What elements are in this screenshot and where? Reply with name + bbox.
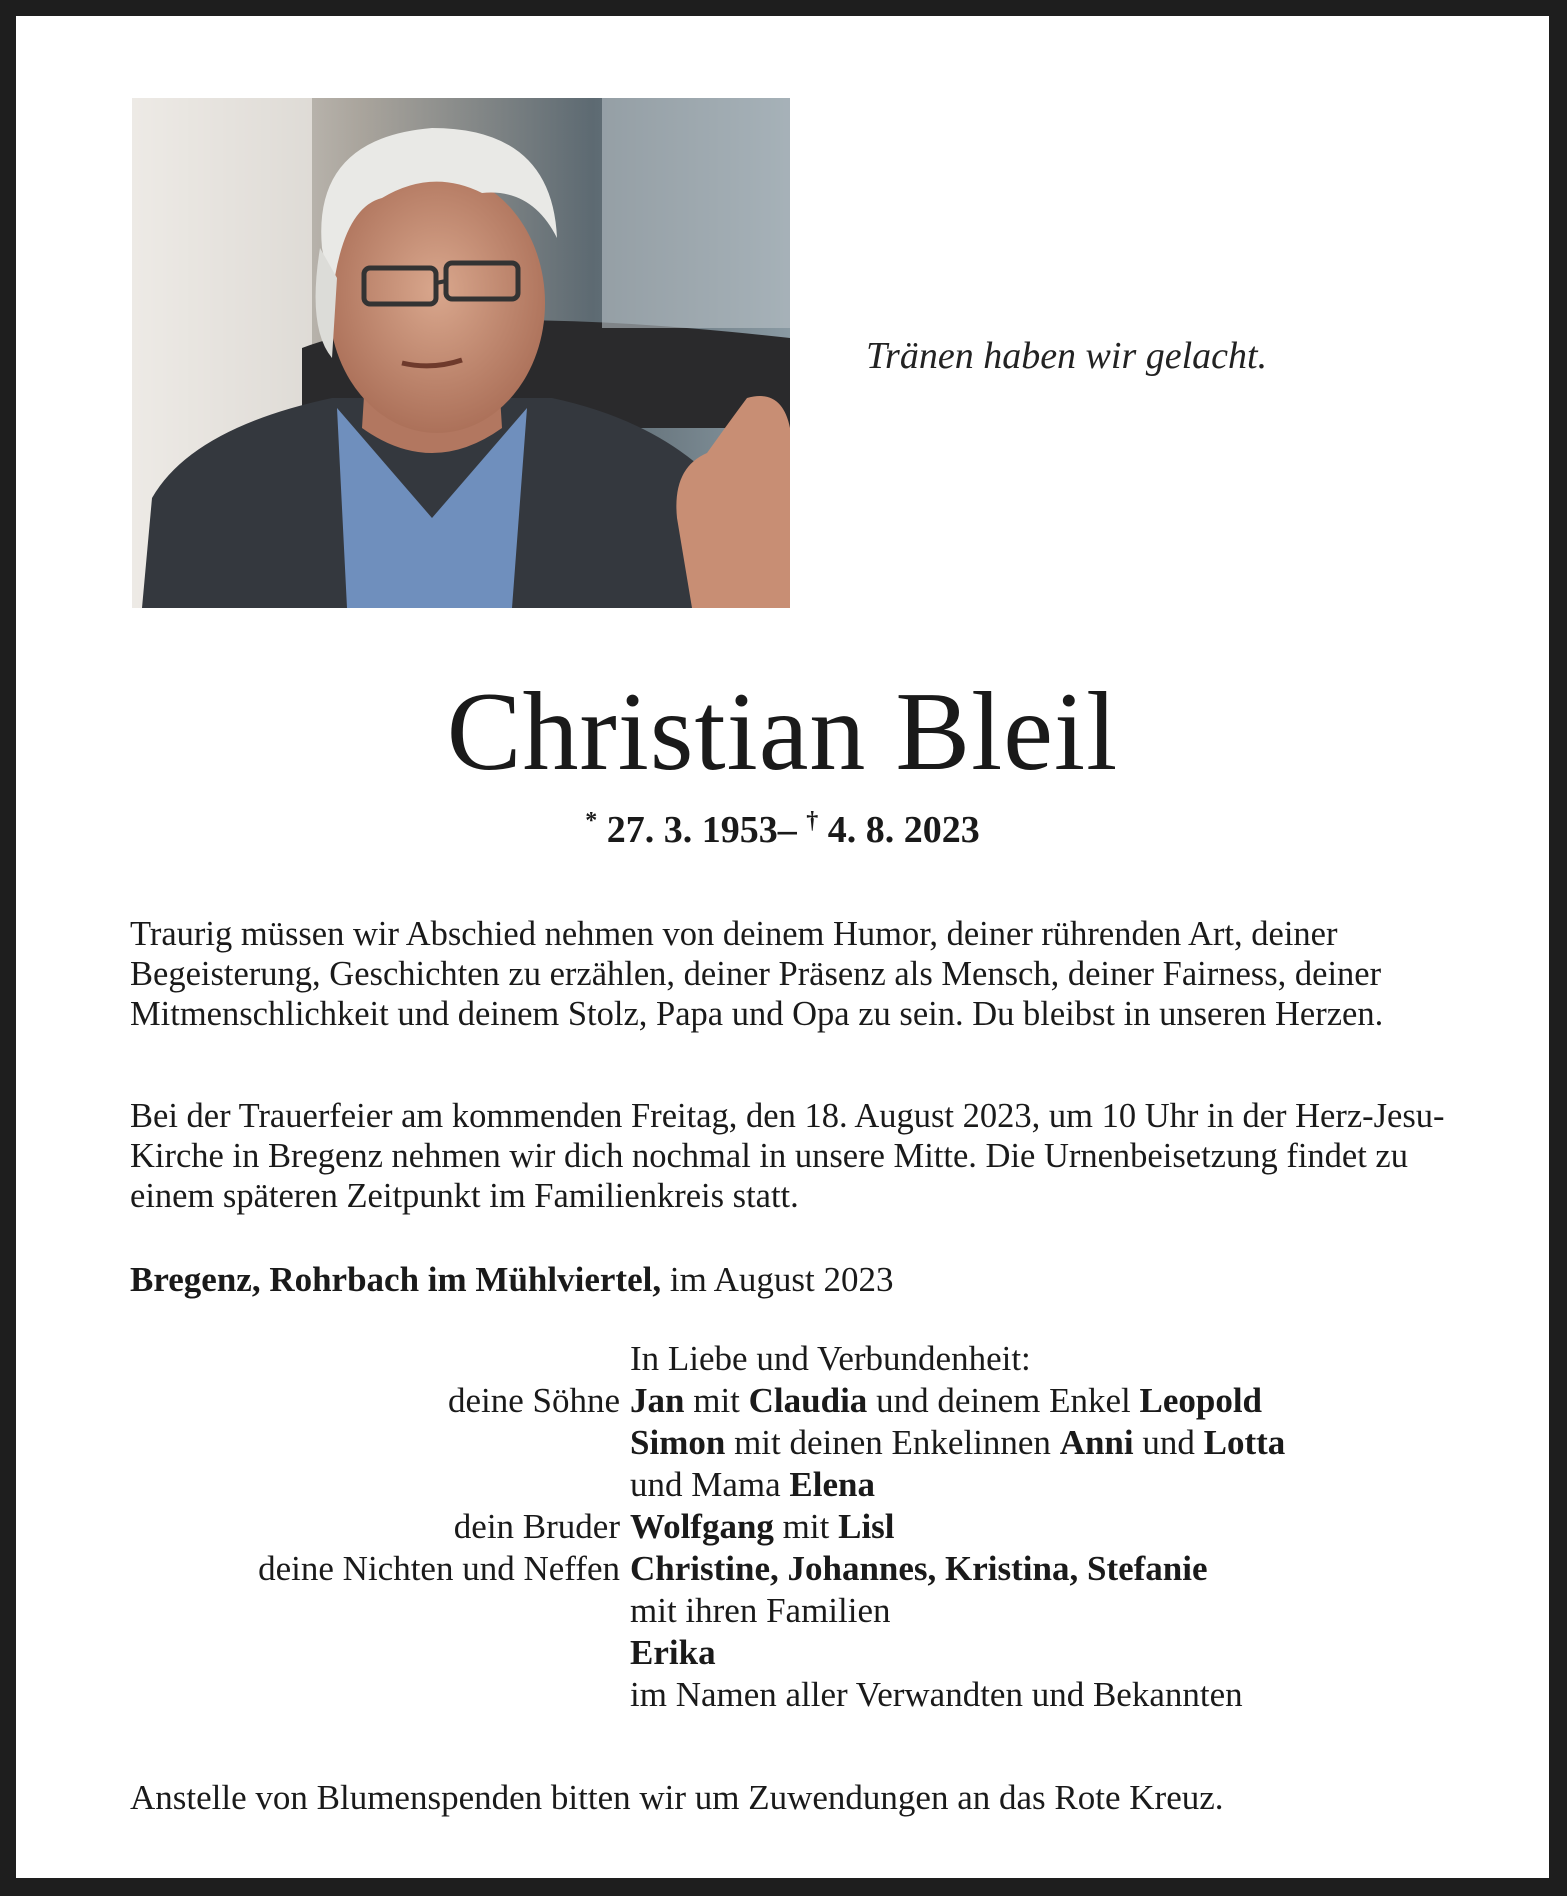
name-erika: Erika: [630, 1633, 716, 1672]
relation-nieces: deine Nichten und Neffen: [258, 1549, 620, 1588]
text: und Mama: [630, 1465, 790, 1504]
life-dates: [16, 808, 1549, 852]
sons-line-2: [630, 1422, 1285, 1464]
funeral-info-paragraph: Bei der Trauerfeier am kommenden Freitag, den 18. August 2023, um 10 Uhr in der Herz-Jesu-Kirche in Bregenz nehmen wir dich nochmal in unsere Mitte. Die Urnenbeisetzung findet zu einem späteren Zeitpunkt im Familienkreis statt.: [130, 1097, 1445, 1215]
list-item: [130, 1674, 1285, 1716]
place-date-line: [130, 1260, 893, 1300]
list-item: [130, 1632, 1285, 1674]
sons-line-3: [630, 1464, 875, 1506]
obituary-card: [16, 16, 1549, 1878]
place-towns: Bregenz, Rohrbach im Mühlviertel,: [130, 1260, 662, 1299]
name-simon: Simon: [630, 1423, 726, 1462]
name-lotta: Lotta: [1203, 1423, 1286, 1462]
name-lisl: Lisl: [838, 1507, 895, 1546]
list-item: [130, 1422, 1285, 1464]
name-jan: Jan: [630, 1381, 685, 1420]
place-date: im August 2023: [661, 1260, 894, 1299]
donation-note: Anstelle von Blumenspenden bitten wir um Zuwendungen an das Rote Kreuz.: [130, 1778, 1224, 1817]
birth-star: *: [585, 808, 598, 834]
death-date: 4. 8. 2023: [827, 809, 980, 851]
list-item: [130, 1590, 1285, 1632]
farewell-paragraph: Traurig müssen wir Abschied nehmen von deinem Humor, deiner rührenden Art, deiner Begeisterung, Geschichten zu erzählen, deiner Präsenz als Mensch, deiner Fairness, deiner Mitmenschlichkeit und deinem Stolz, Papa und Opa zu sein. Du bleibst in unseren Herzen.: [130, 915, 1384, 1033]
relation-brother: dein Bruder: [453, 1507, 620, 1546]
death-cross: †: [806, 808, 819, 834]
brother-line: [630, 1506, 895, 1548]
list-item: [130, 1380, 1285, 1422]
text: mit deinen Enkelinnen: [725, 1423, 1060, 1462]
name-leopold: Leopold: [1139, 1381, 1263, 1420]
text: mit: [773, 1507, 839, 1546]
text: und deinem Enkel: [867, 1381, 1140, 1420]
epigraph: Tränen haben wir gelacht.: [866, 335, 1268, 377]
mourners-intro: In Liebe und Verbundenheit:: [630, 1339, 1031, 1378]
deceased-name: Christian Bleil: [446, 670, 1119, 794]
list-item: [130, 1548, 1285, 1590]
date-dash: –: [777, 809, 797, 851]
mourners-intro-row: [130, 1338, 1285, 1380]
birth-date: 27. 3. 1953: [606, 809, 778, 851]
text: und: [1133, 1423, 1204, 1462]
sons-line-1: [630, 1380, 1262, 1422]
name-wolfgang: Wolfgang: [630, 1507, 774, 1546]
relation-sons: deine Söhne: [447, 1381, 620, 1420]
name-claudia: Claudia: [748, 1381, 868, 1420]
list-item: [130, 1506, 1285, 1548]
text: mit: [684, 1381, 749, 1420]
name-elena: Elena: [789, 1465, 875, 1504]
nieces-names: Christine, Johannes, Kristina, Stefanie: [630, 1549, 1208, 1588]
name-anni: Anni: [1059, 1423, 1134, 1462]
mourners-closing: im Namen aller Verwandten und Bekannten: [630, 1675, 1243, 1714]
list-item: [130, 1464, 1285, 1506]
portrait-photo: [132, 98, 790, 608]
nieces-families: mit ihren Familien: [630, 1591, 891, 1630]
mourners-list: [130, 1338, 1285, 1716]
